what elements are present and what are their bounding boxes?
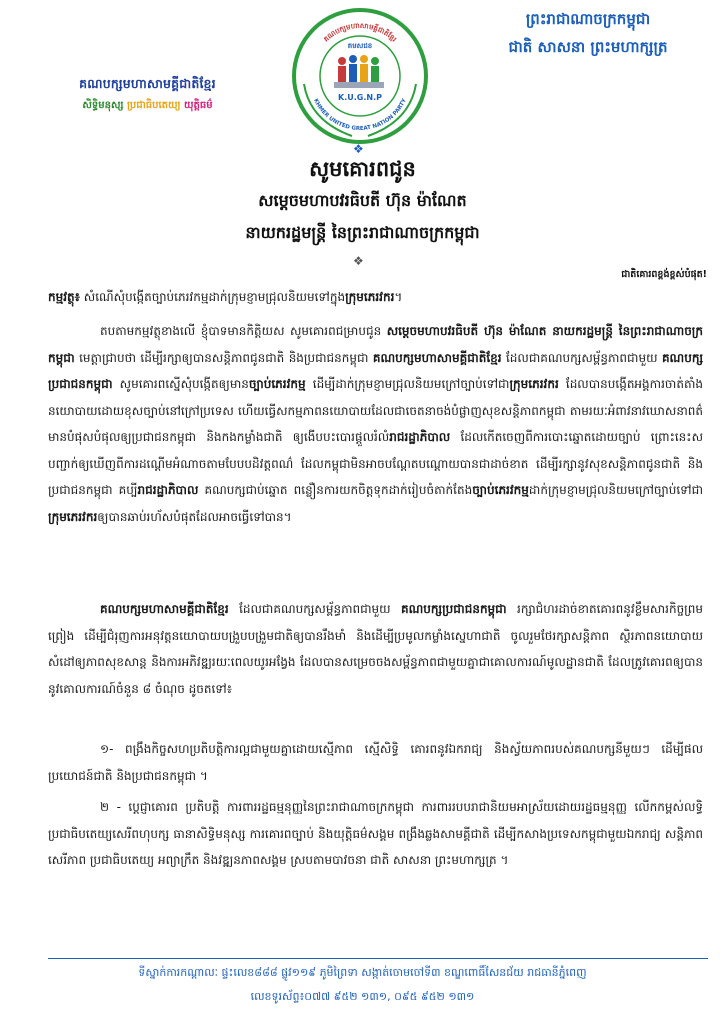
logo-arc-text-bottom: KHMER UNITED GREAT NATION PARTY — [312, 97, 408, 133]
body-text: ដែលជាគណបក្សសម្ព័ន្ធភាពជាមួយ — [501, 350, 662, 365]
emphasized-text: គណបក្សមហាសាមគ្គីជាតិខ្មែរ — [100, 602, 229, 616]
body-text: ដាក់ក្រុមខ្ញាមជ្រុលនិយមក្រៅច្បាប់ទៅជា — [528, 483, 703, 497]
emphasized-text: ក្រុមភេរវករ — [48, 509, 98, 524]
body-text: គណបក្សជាប់ឆ្នោត ពន្លឿនការយកចិត្តទុកដាក់រៀបចំតាក់តែង — [198, 483, 473, 497]
emphasized-text: ច្បាប់ភេរវកម្ម — [472, 483, 529, 497]
body-paragraph-1 — [48, 318, 703, 530]
motto-democracy: ប្រជាធិបតេយ្យ — [126, 100, 181, 111]
logo-arc-text-top: គណបក្សមហាសាមគ្គីជាតិខ្មែរ — [322, 21, 399, 44]
footer-phone: លេខទូរស័ព្ទ៖០៧៧ ៩៥២ ១៣១, ០៩៥ ៩៥២ ១៣១ — [250, 990, 475, 1003]
body-paragraph-2 — [48, 596, 703, 702]
logo-abbrev-en: K.U.G.N.P — [338, 93, 382, 102]
emphasized-text: គណបក្សមហាសាមគ្គីជាតិខ្មែរ — [372, 350, 502, 365]
salutation-title: សូមគោរពជូន — [309, 157, 416, 181]
body-text: ដែលជាគណបក្សសម្ព័ន្ធភាពជាមួយ — [228, 602, 402, 616]
emphasized-text: ច្បាប់ភេរវកម្ម — [248, 377, 306, 391]
footer-divider — [48, 958, 708, 959]
body-text: សូមគោរពស្នើសុំបង្កើតឲ្យមាន — [112, 377, 249, 391]
emphasized-text: រាជរដ្ឋាភិបាល — [137, 483, 199, 497]
footer-address: ទីស្នាក់ការកណ្តាលៈ ផ្ទះលេខ៨៨៨ ផ្លូវ១១៩ ភូមិព្រៃទា សង្កាត់ចោមចៅទី៣ ខណ្ឌពោធិ៍សែនជ័យ រាជធានីភ្នំពេញ — [138, 966, 587, 979]
ornament-divider-middle: ❖ — [353, 254, 364, 268]
body-text: ឲ្យបានឆាប់រហ័សបំផុតដែលអាចធ្វើទៅបាន។ — [97, 509, 292, 524]
party-name: គណបក្សមហាសាមគ្គីជាតិខ្មែរ — [79, 76, 216, 91]
logo-abbrev-km: គមសជខ — [347, 42, 373, 50]
recipient-position: នាយករដ្ឋមន្ត្រី នៃព្រះរាជាណាចក្រកម្ពុជា — [245, 223, 480, 242]
kingdom-title: ព្រះរាជាណាចក្រកម្ពុជា — [525, 10, 651, 28]
emphasized-text: គណបក្សប្រជាជនកម្ពុជា — [48, 350, 704, 391]
body-text: ដើម្បីដាក់ក្រុមខ្ញាមជ្រុលនិយមក្រៅច្បាប់ទៅជា — [305, 377, 510, 391]
emphasized-text: គណបក្សប្រជាជនកម្ពុជា — [401, 602, 507, 616]
body-text: ដែលកើតចេញពីការបោះឆ្នោតដោយច្បាប់ ព្រោះនេះសបញ្ជាក់ឲ្យឃើញពីការដណ្តើមអំណាចតាមបែបបដិវត្តពណ៌ ដែលកម្ពុជាមិនអាចបណ្តែតបណ្តោយបានជាដាច់ខាត ដើម្បីរក្សានូវសុខសន្តិភាពជូនជាតិ និងប្រជាជនកម្ពុជា គប្បី — [48, 430, 703, 497]
emphasized-text: រាជរដ្ឋាភិបាល — [389, 430, 451, 444]
subject-end: ។ — [394, 290, 403, 304]
subject-emphasis: ក្រុមភេរវករ — [345, 290, 395, 304]
subject-label: កម្មវត្ថុ៖ — [48, 290, 80, 304]
emphasized-text: សម្តេចមហាបវរធិបតី ហ៊ុន ម៉ាណែត នាយករដ្ឋមន្ត្រី នៃព្រះរាជាណាចក្រកម្ពុជា — [48, 324, 703, 365]
party-motto — [30, 98, 265, 113]
emphasized-text: ក្រុមភេរវករ — [509, 377, 559, 391]
ornament-divider-top: ❖ — [353, 142, 364, 156]
motto-human-rights: សិទ្ធិមនុស្ស — [82, 100, 124, 111]
body-text: ដែលបានបង្កើតអង្គការចាត់តាំងនយោបាយដោយខុសច្បាប់នៅក្រៅប្រទេស ហើយធ្វើសកម្មភាពនយោបាយដែលជាចេតនាចង់បំផ្លាញសុខសន្តិភាពកម្ពុជា តាមរយៈអំពាវនាវឃោសនាពត៌មានបំផុសបំផុលឲ្យប្រជាជនកម្ពុជា និងកងកម្លាំងជាតិ ឲ្យងើបបះបោរផ្តួលរំលំ — [48, 377, 703, 444]
body-paragraph-point-2: ២ - ប្តេជ្ញាគោរព ប្រតិបត្តិ ការពាររដ្ឋធម្មនុញ្ញនៃព្រះរាជាណាចក្រកម្ពុជា ការពាររបបរាជានិយមអាស្រ័យដោយរដ្ឋធម្មនុញ្ញ លើកកម្ពស់លទ្ធិប្រជាធិបតេយ្យសេរីពហុបក្ស ធានាសិទ្ធិមនុស្ស ការគោរពច្បាប់ និងយុត្តិធម៌សង្គម ពង្រឹងឆ្លងសាមគ្គីជាតិ ដើម្បីកសាងប្រទេសកម្ពុជាមួយឯករាជ្យ សន្តិភាព សេរីភាព ប្រជាធិបតេយ្យ អព្យាក្រឹត និងវឌ្ឍនភាពសង្គម ស្របតាមបាវចនា ជាតិ សាសនា ព្រះមហាក្សត្រ ។ — [48, 800, 703, 867]
body-text: តបតាមកម្មវត្ថុខាងលើ ខ្ញុំបាទមានកិត្តិយស សូមគោរពជម្រាបជូន — [100, 324, 387, 338]
subject-line — [48, 288, 708, 306]
body-paragraph-point-1: ១- ពង្រឹងកិច្ចសហប្រតិបត្តិការល្អជាមួយគ្នាដោយស្មើភាព ស្មើសិទ្ធិ គោរពនូវឯករាជ្យ និងស្វ័យភាពរបស់គណបក្សនីមួយៗ ដើម្បីផលប្រយោជន៍ជាតិ និងប្រជាជនកម្ពុជា ។ — [48, 742, 703, 783]
priority-note: ជាតិគោរពខ្ពង់ខ្ពស់បំផុត! — [621, 269, 707, 280]
body-text: រក្សាជំហរដាច់ខាតគោរពនូវខ្លឹមសារកិច្ចព្រមព្រៀង ដើម្បីជំរុញការអនុវត្តនយោបាយបង្រួបបង្រួមជាតិឲ្យបានរឹងមាំ និងដើម្បីប្រមូលកម្លាំងស្នេហាជាតិ ចូលរួមថែរក្សាសន្តិភាព ស្ថិរភាពនយោបាយ សំដៅឲ្យភាពសុខសាន្ត និងការអភិវឌ្ឍរយៈពេលយូរអង្វែង ដែលបានសម្រេចចងសម្ព័ន្ធភាពជាមួយគ្នាជាគោលការណ៍មូលដ្ឋានជាតិ ដែលត្រូវគោរពឲ្យបាននូវគោលការណ៍ចំនួន ៨ ចំណុច ដូចតទៅ៖ — [48, 602, 703, 696]
motto-justice: យុត្តិធម៌ — [184, 100, 213, 111]
body-text: មេត្តាជ្រាបថា ដើម្បីរក្សាឲ្យបានសន្តិភាពជូនជាតិ និងប្រជាជនកម្ពុជា — [74, 350, 373, 365]
subject-text: សំណើសុំបង្កើតច្បាប់ភេរវកម្មដាក់ក្រុមខ្ញាមជ្រុលនិយមទៅក្នុង — [83, 290, 346, 304]
kingdom-motto: ជាតិ សាសនា ព្រះមហាក្សត្រ — [508, 38, 668, 56]
party-logo — [290, 6, 430, 146]
recipient-name: សម្តេចមហាបវរធិបតី ហ៊ុន ម៉ាណែត — [258, 191, 467, 210]
